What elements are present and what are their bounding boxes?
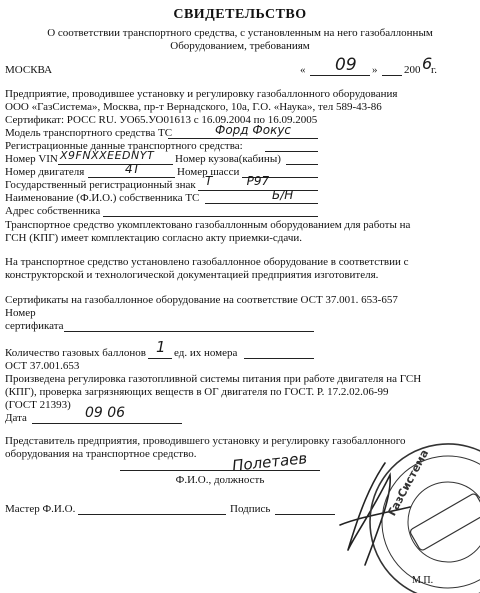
body-number-underline: [286, 164, 318, 165]
equipment-line-1: Транспортное средство укомплектовано газобаллонным оборудованием для работы на: [5, 219, 411, 231]
company-line-2: ООО «ГазСистема», Москва, пр-т Вернадского, 10а, Г.О. «Наука», тел 589-43-86: [5, 101, 382, 113]
model-underline: [168, 138, 318, 139]
date-value-handwritten: 09 06: [85, 405, 126, 421]
engine-underline: [88, 177, 175, 178]
regulation-line-2: (КПГ), проверка загрязняющих веществ в ОГ двигателя по ГОСТ. Р. 17.2.02.06-99: [5, 386, 389, 398]
model-label: Модель транспортного средства ТС: [5, 127, 173, 139]
engine-value-handwritten: 4Т: [125, 162, 140, 176]
reg-sign-underline: [198, 190, 318, 191]
vin-value-handwritten: X9FNXXEEDNYT: [60, 149, 155, 162]
reg-sign-label: Государственный регистрационный знак: [5, 179, 196, 191]
engine-label: Номер двигателя: [5, 166, 85, 178]
certificate-number-label-1: Номер: [5, 307, 36, 319]
regulation-line-3: (ГОСТ 21393): [5, 399, 71, 411]
handwritten-day: 09: [335, 55, 357, 75]
document-title: СВИДЕТЕЛЬСТВО: [173, 7, 307, 22]
month-underline: [382, 75, 402, 76]
date-underline: [32, 423, 182, 424]
cylinder-numbers-underline: [244, 358, 314, 359]
certificate-number-label-2: сертификата: [5, 320, 64, 332]
representative-underline: [120, 470, 320, 471]
company-certificate: Сертификат: РОСС RU. УО65.УО01613 с 16.09.2004 по 16.09.2005: [5, 114, 318, 126]
gas-equipment-certificates: Сертификаты на газобаллонное оборудование на соответствие ОСТ 37.001. 653-657: [5, 294, 398, 306]
owner-name-value-handwritten: Б/Н: [272, 188, 294, 202]
owner-address-underline: [103, 216, 318, 217]
day-underline: [310, 75, 370, 76]
ost-line: ОСТ 37.001.653: [5, 360, 80, 372]
year-suffix: г.: [431, 64, 438, 76]
owner-name-label: Наименование (Ф.И.О.) собственника ТС: [5, 192, 200, 204]
reg-sign-value-handwritten: Т Р97: [205, 174, 270, 188]
vin-underline: [58, 164, 173, 165]
stamp-mp: М.П.: [412, 575, 434, 586]
year-prefix: 200: [404, 64, 421, 76]
company-line-1: Предприятие, проводившее установку и регулировку газобаллонного оборудования: [5, 88, 398, 100]
installation-line-1: На транспортное средство установлено газобаллонное оборудование в соответствии с: [5, 256, 409, 268]
representative-line-1: Представитель предприятия, проводившего установку и регулировку газобаллонного: [5, 435, 406, 447]
certificate-number-underline: [64, 331, 314, 332]
owner-name-underline: [205, 203, 318, 204]
owner-address-label: Адрес собственника: [5, 205, 101, 217]
date-label: Дата: [5, 412, 27, 424]
cylinder-count-handwritten: 1: [156, 338, 166, 356]
representative-caption: Ф.И.О., должность: [175, 474, 265, 486]
representative-name-handwritten: Полетаев: [231, 449, 309, 475]
representative-line-2: оборудования на транспортное средство.: [5, 448, 197, 460]
cylinder-count-label: Количество газовых баллонов: [5, 347, 146, 359]
city: МОСКВА: [5, 64, 53, 76]
equipment-line-2: ГСН (КПГ) имеет комплектацию согласно акту приемки-сдачи.: [5, 232, 303, 244]
cylinder-count-underline: [148, 358, 172, 359]
quote-close: »: [372, 64, 378, 76]
subtitle-line-1: О соответствии транспортного средства, с установленным на него газобаллонным: [47, 27, 433, 39]
quote-open: «: [300, 64, 306, 76]
signature-underline: [275, 514, 335, 515]
stamp-ring-text: ГазСистема: [385, 447, 432, 519]
registration-header: Регистрационные данные транспортного средства:: [5, 140, 243, 152]
signature-label: Подпись: [230, 503, 271, 515]
master-label: Мастер Ф.И.О.: [5, 503, 76, 515]
model-value-handwritten: Форд Фокус: [215, 123, 292, 137]
body-number-label: Номер кузова(кабины): [175, 153, 281, 165]
registration-underline: [265, 151, 318, 152]
chassis-label: Номер шасси: [177, 166, 240, 178]
subtitle-line-2: Оборудованием, требованиям: [170, 40, 310, 52]
installation-line-2: конструкторской и технологической документацией предприятия изготовителя.: [5, 269, 379, 281]
cylinder-units-label: ед. их номера: [174, 347, 238, 359]
master-name-underline: [78, 514, 226, 515]
vin-label: Номер VIN: [5, 153, 58, 165]
handwritten-year: 6: [422, 54, 433, 73]
regulation-line-1: Произведена регулировка газотопливной системы питания при работе двигателя на ГСН: [5, 373, 422, 385]
